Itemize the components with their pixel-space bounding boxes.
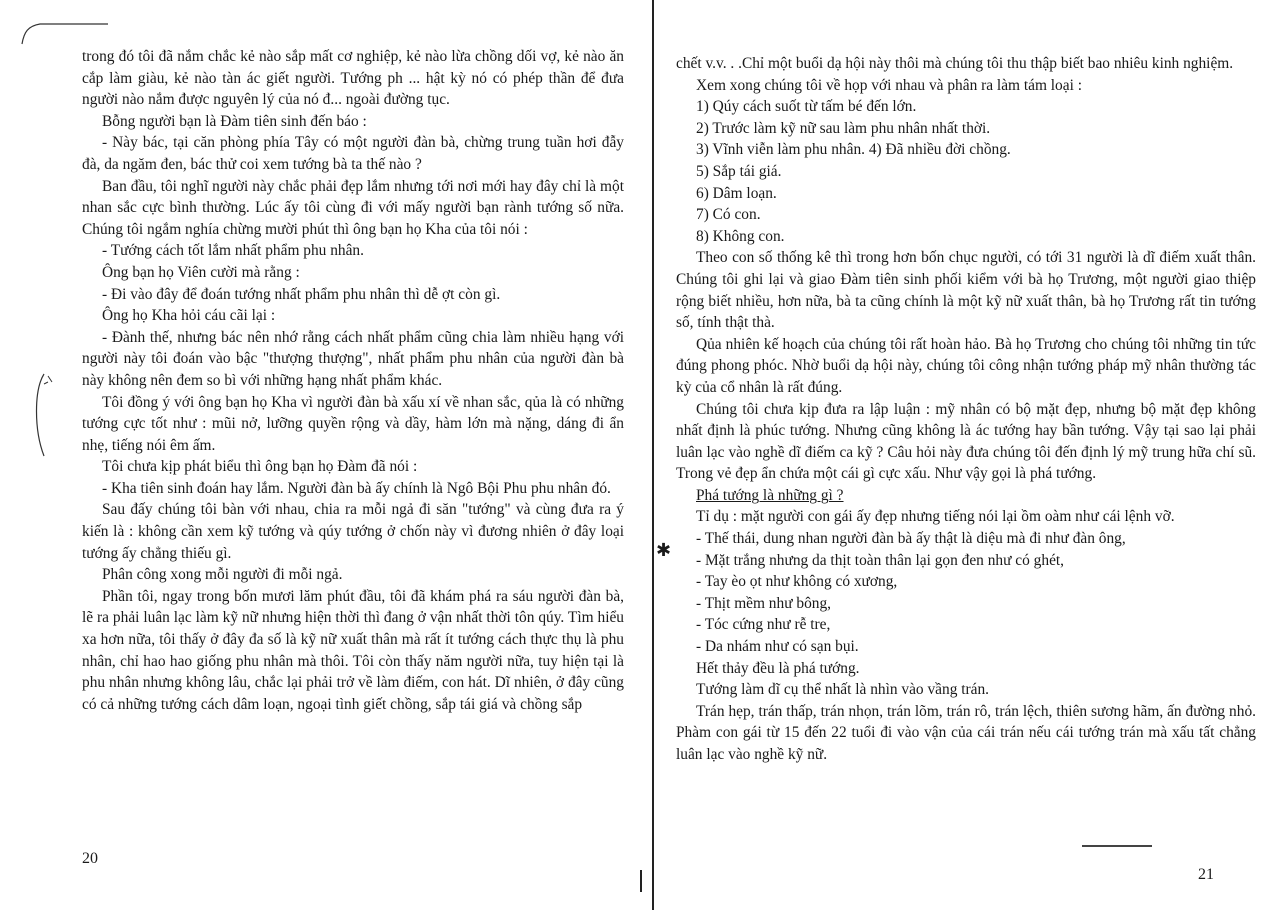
right-page [652, 0, 1280, 910]
paragraph: Chúng tôi chưa kịp đưa ra lập luận : mỹ nhân có bộ mặt đẹp, nhưng bộ mặt đẹp không nhất định là phúc tướng. Nhưng cũng không là ác tướng hay bần tướng. Vậy tại sao lại phải luân lạc vào nghề dĩ điếm ca kỹ ? Câu hỏi này đưa chúng tôi đến định lý mỹ trung hữa chí sũ. Trong vẻ đẹp ẩn chứa một cái gì cực xấu. Như vậy gọi là phá tướng. [676, 400, 1256, 483]
paragraph: - Tóc cứng như rễ tre, [696, 616, 831, 634]
pen-mark-corner [18, 18, 108, 48]
paragraph: Phần tôi, ngay trong bốn mươi lăm phút đầu, tôi đã khám phá ra sáu người đàn bà, lẽ ra phải luân lạc làm kỹ nữ nhưng hiện thời thì đang ở vận nhất thời tôn qúy. Tìm hiểu xa hơn nữa, tôi thấy ở đây đa số là kỹ nữ xuất thân mà rất ít tướng cách thực thụ là phu nhân, chỉ hao hao giống phu nhân mà thôi. Tôi còn thấy năm người nữa, tuy hiện tại là phu nhân nhưng không lâu, chắc lại phải trở về làm điếm, con hát. Dĩ nhiên, ở đây cũng có cả những tướng cách dâm loạn, ngoại tình giết chồng, sắp tái giá và chồng sắp [82, 587, 624, 713]
gutter-mark [640, 870, 642, 892]
paragraph: 7) Có con. [696, 206, 761, 224]
paragraph: 5) Sắp tái giá. [696, 162, 782, 180]
paragraph: Phá tướng là những gì ? [696, 486, 844, 504]
paragraph: Ông bạn họ Viên cười mà rằng : [102, 263, 300, 281]
paragraph: Xem xong chúng tôi về họp với nhau và phân ra làm tám loại : [696, 76, 1082, 94]
paragraph: trong đó tôi đã nắm chắc kẻ nào sắp mất cơ nghiệp, kẻ nào lừa chồng dối vợ, kẻ nào ăn cắp làm giàu, kẻ nào tàn ác giết người. Tướng ph ... hật kỳ nó có phép thần để đưa người nào nắm được nguyên lý của nó đ... ngoài đường tục. [82, 48, 624, 109]
paragraph: Tôi đồng ý với ông bạn họ Kha vì người đàn bà xấu xí về nhan sắc, qủa là có những tướng cực tốt như : mũi nở, lưỡng quyền rộng và dầy, hàm lớn mà nặng, dáng đi ẩn nhẹ, tiếng nói êm ấm. [82, 393, 624, 454]
paragraph: - Da nhám như có sạn bụi. [696, 638, 859, 656]
paragraph: Tôi chưa kịp phát biểu thì ông bạn họ Đàm đã nói : [102, 458, 418, 476]
paragraph: Sau đấy chúng tôi bàn với nhau, chia ra mỗi ngả đi săn "tướng" và cùng đưa ra ý kiến là : không cần xem kỹ tướng và qúy tướng ở chốn này vì đương nhiên ở đây loại tướng ấy chẳng thiếu gì. [82, 501, 624, 562]
paragraph: - Mặt trắng nhưng da thịt toàn thân lại gọn đen như có ghét, [696, 551, 1065, 569]
paragraph: Phân công xong mỗi người đi mỗi ngả. [102, 566, 343, 584]
paragraph: - Đi vào đây để đoán tướng nhất phẩm phu nhân thì dễ ợt còn gì. [102, 285, 501, 303]
paragraph: - Thịt mềm như bông, [696, 594, 832, 612]
paragraph: Bỗng người bạn là Đàm tiên sinh đến báo : [102, 112, 367, 130]
paragraph: 8) Không con. [696, 227, 785, 245]
paragraph: 1) Qúy cách suốt từ tấm bé đến lớn. [696, 98, 917, 116]
paragraph: Theo con số thống kê thì trong hơn bốn chục người, có tới 31 người là dĩ điếm xuất thân. Chúng tôi ghi lại và giao Đàm tiên sinh phối kiểm với bà họ Trương, một người giao thiệp rộng biết nhiều, hơn nữa, bà ta cũng chính là một kỹ nữ xuất thân, bà họ Trương rất tin tướng số, tính thật thà. [676, 249, 1256, 332]
paragraph: - Thế thái, dung nhan người đàn bà ấy thật là diệu mà đi như đàn ông, [696, 530, 1126, 548]
paragraph: Ban đầu, tôi nghĩ người này chắc phải đẹp lắm nhưng tới nơi mới hay đây chỉ là một nhan sắc cực bình thường. Lúc ấy tôi cùng đi với mấy người bạn rành tướng số nữa. Chúng tôi ngắm nghía chừng mười phút thì ông bạn họ Kha của tôi nói : [82, 177, 624, 238]
paragraph: 3) Vĩnh viễn làm phu nhân. 4) Đã nhiều đời chồng. [696, 141, 1011, 159]
paragraph: - Kha tiên sinh đoán hay lắm. Người đàn bà ấy chính là Ngô Bội Phu phu nhân đó. [102, 479, 611, 497]
right-text-column [676, 53, 1256, 766]
paragraph: Ông họ Kha hỏi cáu cãi lại : [102, 307, 276, 325]
pen-dash [1082, 845, 1152, 847]
left-text-column [82, 46, 624, 715]
paragraph: Tướng làm dĩ cụ thể nhất là nhìn vào vầng trán. [696, 681, 990, 699]
pen-bracket-margin [14, 370, 54, 460]
paragraph: Qủa nhiên kế hoạch của chúng tôi rất hoàn hảo. Bà họ Trương cho chúng tôi những tin tức đúng phong phóc. Nhờ buổi dạ hội này, chúng tôi công nhận tướng pháp mỹ nhân thường tác kỳ của cổ nhân là rất đúng. [676, 335, 1256, 396]
page-number-right: 21 [1198, 866, 1214, 883]
paragraph: 6) Dâm loạn. [696, 184, 777, 202]
paragraph: - Đành thế, nhưng bác nên nhớ rằng cách nhất phẩm cũng chia làm nhiều hạng với người này tôi đoán vào bậc "thượng thượng", nhất phẩm phu nhân của người đàn bà này không nên đem so bì với những hạng nhất phẩm khác. [82, 328, 624, 389]
paragraph: - Tay èo ọt như không có xương, [696, 573, 898, 591]
paragraph: Hết thảy đều là phá tướng. [696, 659, 860, 677]
star-mark: ✱ [656, 540, 672, 560]
paragraph: - Tướng cách tốt lắm nhất phẩm phu nhân. [102, 242, 364, 260]
paragraph: Tỉ dụ : mặt người con gái ấy đẹp nhưng tiếng nói lại ồm oàm như cái lệnh vỡ. [696, 508, 1175, 526]
paragraph: - Này bác, tại căn phòng phía Tây có một người đàn bà, chừng trung tuần hơi đẫy đà, da ngăm đen, bác thử coi xem tướng bà ta thế nào ? [82, 134, 624, 173]
paragraph: Trán hẹp, trán thấp, trán nhọn, trán lõm, trán rô, trán lệch, thiên sương hãm, ấn đường nhỏ. Phàm con gái từ 15 đến 22 tuổi đi vào vận của cái trán nếu cái tướng trán mà xấu tất chẳng luân lạc vào nghề kỹ nữ. [676, 702, 1256, 763]
paragraph: 2) Trước làm kỹ nữ sau làm phu nhân nhất thời. [696, 119, 991, 137]
paragraph: chết v.v. . .Chỉ một buổi dạ hội này thôi mà chúng tôi thu thập biết bao nhiêu kinh nghiệm. [676, 55, 1234, 72]
page-number-left: 20 [82, 850, 98, 867]
